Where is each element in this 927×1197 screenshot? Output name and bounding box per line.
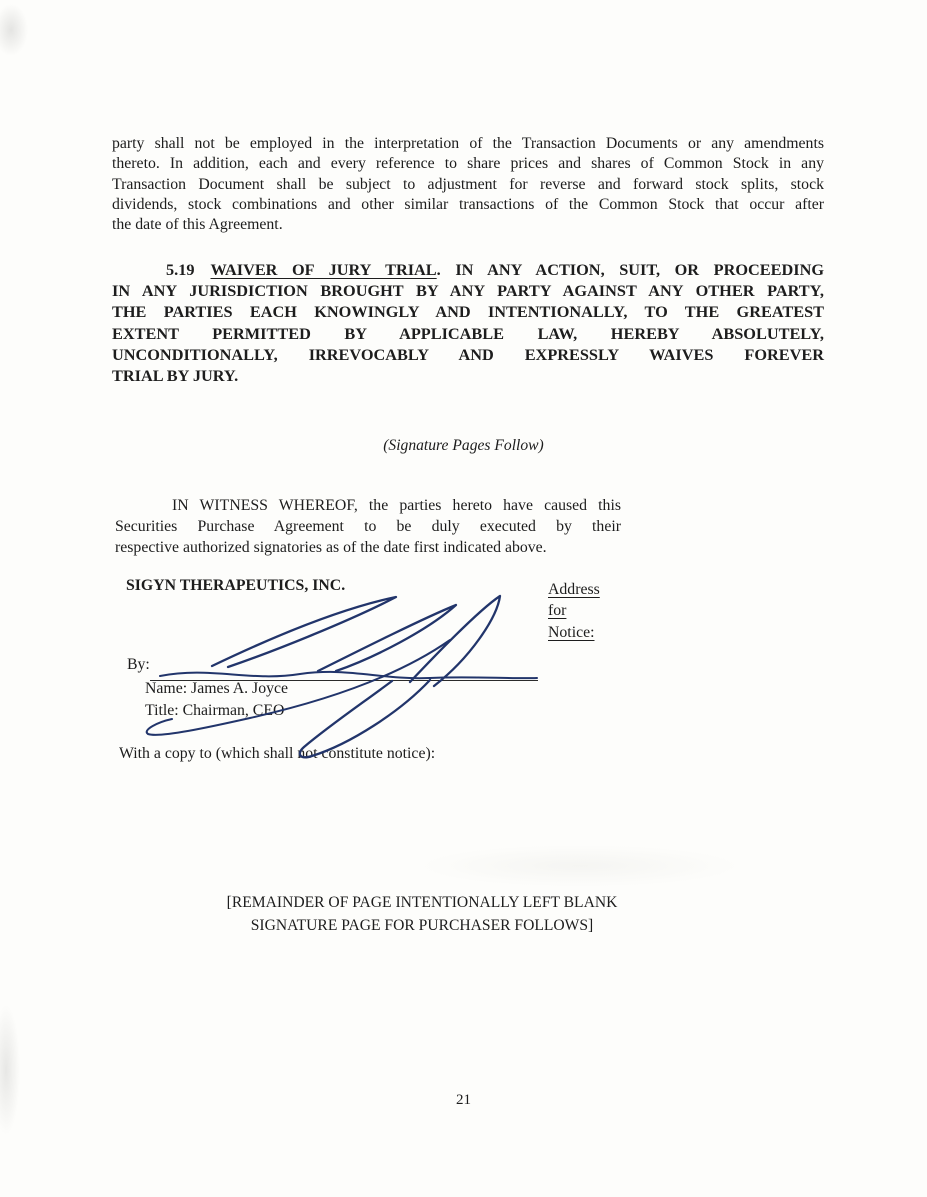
witness-line: respective authorized signatories as of the date first indicated above.	[115, 538, 547, 556]
signature-stroke	[410, 596, 500, 686]
paragraph-line: the date of this Agreement.	[112, 216, 283, 234]
scan-smudge	[420, 845, 740, 887]
continuation-paragraph	[112, 134, 824, 235]
first-line-indent	[112, 274, 166, 275]
signature-stroke	[212, 597, 396, 667]
signature-stroke	[318, 605, 456, 671]
section-body-line: IN ANY JURISDICTION BROUGHT BY ANY PARTY AGAINST ANY OTHER PARTY,	[112, 281, 824, 301]
section-body-line: EXTENT PERMITTED BY APPLICABLE LAW, HEREBY ABSOLUTELY,	[112, 323, 824, 343]
name-line: Name: James A. Joyce	[145, 680, 289, 697]
by-label: By:	[127, 656, 150, 673]
section-body-line: THE PARTIES EACH KNOWINGLY AND INTENTIONALLY, TO THE GREATEST	[112, 302, 824, 322]
first-line-indent	[115, 509, 172, 510]
copy-notice-line: With a copy to (which shall not constitute notice):	[119, 745, 436, 762]
witness-line: Securities Purchase Agreement to be duly executed by their	[115, 517, 621, 535]
section-body-text: IN ANY ACTION, SUIT, OR PROCEEDING	[455, 260, 824, 279]
company-name: SIGYN THERAPEUTICS, INC.	[126, 577, 346, 594]
section-body-line: UNCONDITIONALLY, IRREVOCABLY AND EXPRESSLY WAIVES FOREVER	[112, 344, 824, 364]
section-number: 5.19	[166, 260, 195, 279]
address-label-line: for	[548, 602, 567, 620]
section-5-19-first-line	[112, 259, 824, 280]
witness-line	[115, 496, 621, 517]
address-label-line: Address	[548, 581, 600, 598]
section-5-19-waiver-paragraph	[112, 259, 824, 386]
paragraph-line: thereto. In addition, each and every reference to share prices and shares of Common Stock in any	[112, 155, 824, 173]
remainder-line: SIGNATURE PAGE FOR PURCHASER FOLLOWS]	[250, 916, 594, 934]
remainder-line: [REMAINDER OF PAGE INTENTIONALLY LEFT BLANK	[226, 894, 618, 911]
address-for-notice-label	[548, 579, 600, 643]
paragraph-line: dividends, stock combinations and other similar transactions of the Common Stock that occur after	[112, 195, 824, 213]
scan-smudge	[0, 1005, 20, 1135]
page-number: 21	[456, 1092, 471, 1108]
signature-stroke	[160, 672, 537, 678]
section-body-line: TRIAL BY JURY.	[112, 366, 239, 386]
scan-smudge	[0, 4, 28, 56]
signature-pages-follow-note: (Signature Pages Follow)	[383, 437, 544, 454]
address-label-line: Notice:	[548, 623, 595, 641]
paragraph-line: party shall not be employed in the interpretation of the Transaction Documents or any amendments	[112, 135, 824, 152]
remainder-notice	[125, 892, 719, 938]
paragraph-line: Transaction Document shall be subject to adjustment for reverse and forward stock splits, stock	[112, 175, 824, 193]
witness-clause-paragraph	[115, 496, 621, 558]
witness-text: IN WITNESS WHEREOF, the parties hereto have caused this	[172, 497, 621, 514]
section-number-gap	[195, 274, 211, 275]
section-heading-waiver-of-jury-trial: WAIVER OF JURY TRIAL	[210, 260, 437, 279]
title-line: Title: Chairman, CEO	[145, 702, 285, 719]
heading-period: .	[436, 260, 441, 279]
